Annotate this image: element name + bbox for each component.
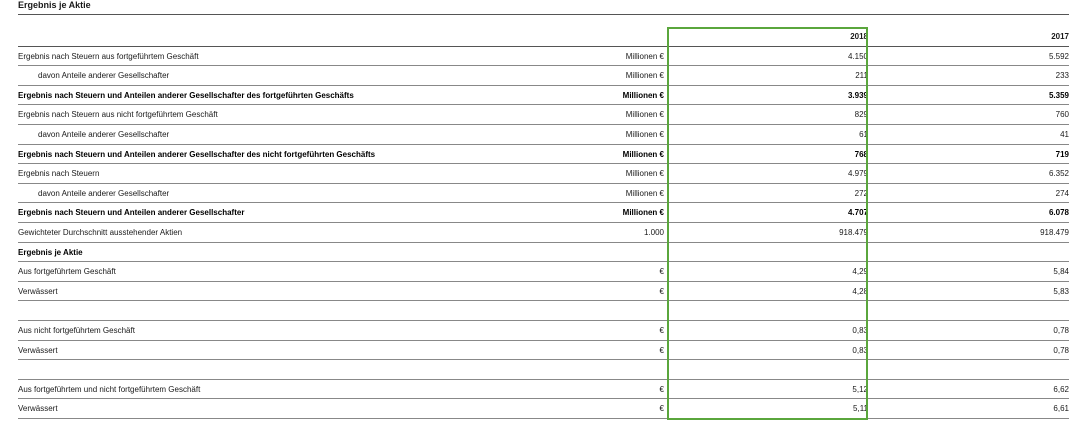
row-label: Ergebnis nach Steuern und Anteilen anderer Gesellschafter — [18, 208, 245, 218]
row-value-2018: 0,83 — [852, 325, 868, 335]
table-row — [18, 399, 1069, 419]
table-row — [18, 164, 1069, 184]
table-row — [18, 282, 1069, 302]
row-value-2018: 5,11 — [853, 404, 868, 414]
row-value-2017: 274 — [1055, 188, 1069, 198]
row-label: Verwässert — [18, 286, 58, 296]
row-value-2017: 6,61 — [1053, 404, 1069, 414]
row-label: Aus fortgeführtem und nicht fortgeführtem Geschäft — [18, 384, 201, 394]
row-label: davon Anteile anderer Gesellschafter — [38, 188, 170, 198]
table-row — [18, 321, 1069, 341]
row-value-2017: 0,78 — [1053, 325, 1069, 335]
row-value-2018: 4,29 — [852, 267, 868, 277]
row-label: Ergebnis nach Steuern aus fortgeführtem Geschäft — [18, 51, 199, 61]
table-row — [18, 66, 1069, 86]
row-label: Gewichteter Durchschnitt ausstehender Aktien — [18, 227, 183, 237]
row-value-2018: 272 — [854, 188, 868, 198]
row-value-2018: 4.979 — [847, 169, 868, 179]
row-label: Aus fortgeführtem Geschäft — [18, 267, 116, 277]
row-unit: € — [659, 286, 664, 296]
row-value-2018: 4,28 — [852, 286, 868, 296]
row-label: Aus nicht fortgeführtem Geschäft — [18, 325, 135, 335]
row-unit: Millionen € — [625, 110, 664, 120]
row-label: davon Anteile anderer Gesellschafter — [38, 129, 170, 139]
row-label: Ergebnis nach Steuern — [18, 169, 100, 179]
table-row — [18, 380, 1069, 400]
row-unit: € — [659, 345, 664, 355]
row-value-2017: 41 — [1060, 129, 1069, 139]
row-unit: Millionen € — [625, 188, 664, 198]
row-value-2017: 719 — [1055, 149, 1069, 159]
row-label: Ergebnis je Aktie — [18, 247, 83, 257]
table-row — [18, 145, 1069, 165]
table-header-row — [18, 27, 1069, 47]
row-unit: Millionen € — [625, 129, 664, 139]
table-row — [18, 105, 1069, 125]
earnings-per-share-table — [18, 27, 1069, 419]
row-value-2018: 918.479 — [839, 227, 868, 237]
row-unit: € — [659, 404, 664, 414]
row-value-2018: 61 — [859, 129, 868, 139]
row-value-2017: 5,84 — [1053, 267, 1069, 277]
row-value-2017: 6.352 — [1048, 169, 1069, 179]
table-row — [18, 223, 1069, 243]
row-label: Verwässert — [18, 345, 58, 355]
row-unit: Millionen € — [625, 169, 664, 179]
row-value-2018: 4.707 — [847, 208, 868, 218]
row-unit: € — [659, 267, 664, 277]
row-value-2018: 3.939 — [847, 90, 868, 100]
row-value-2018: 5,12 — [852, 384, 868, 394]
row-value-2017: 6,62 — [1053, 384, 1069, 394]
row-value-2018: 829 — [854, 110, 868, 120]
row-unit: € — [659, 384, 664, 394]
row-unit: 1.000 — [643, 227, 664, 237]
row-value-2017: 0,78 — [1053, 345, 1069, 355]
header-year-2018: 2018 — [850, 32, 868, 41]
table-row — [18, 47, 1069, 67]
table-row — [18, 86, 1069, 106]
spacer-row — [18, 360, 1069, 380]
row-value-2018: 211 — [855, 71, 868, 81]
row-unit: Millionen € — [625, 51, 664, 61]
table-row — [18, 262, 1069, 282]
row-value-2017: 6.078 — [1048, 208, 1069, 218]
row-unit: € — [659, 325, 664, 335]
row-label: Verwässert — [18, 404, 58, 414]
row-value-2017: 233 — [1055, 71, 1069, 81]
row-label: davon Anteile anderer Gesellschafter — [38, 71, 170, 81]
row-unit: Millionen € — [622, 208, 664, 218]
row-label: Ergebnis nach Steuern und Anteilen anderer Gesellschafter des nicht fortgeführten Geschäfts — [18, 149, 376, 159]
row-value-2018: 0,83 — [852, 345, 868, 355]
row-unit: Millionen € — [622, 90, 664, 100]
title-divider — [18, 14, 1069, 15]
table-row — [18, 341, 1069, 361]
row-value-2018: 4.150 — [847, 51, 868, 61]
section-heading-row — [18, 243, 1069, 263]
row-label: Ergebnis nach Steuern aus nicht fortgeführtem Geschäft — [18, 110, 218, 120]
table-row — [18, 184, 1069, 204]
row-unit: Millionen € — [622, 149, 664, 159]
table-row — [18, 203, 1069, 223]
row-value-2017: 918.479 — [1040, 227, 1069, 237]
row-unit: Millionen € — [625, 71, 664, 81]
row-value-2017: 5,83 — [1053, 286, 1069, 296]
table-row — [18, 125, 1069, 145]
spacer-row — [18, 301, 1069, 321]
row-value-2017: 5.592 — [1048, 51, 1069, 61]
row-label: Ergebnis nach Steuern und Anteilen anderer Gesellschafter des fortgeführten Geschäfts — [18, 90, 354, 100]
row-value-2017: 760 — [1055, 110, 1069, 120]
header-year-2017: 2017 — [1051, 32, 1069, 41]
page-title: Ergebnis je Aktie — [18, 0, 91, 10]
row-value-2017: 5.359 — [1048, 90, 1069, 100]
row-value-2018: 768 — [854, 149, 868, 159]
